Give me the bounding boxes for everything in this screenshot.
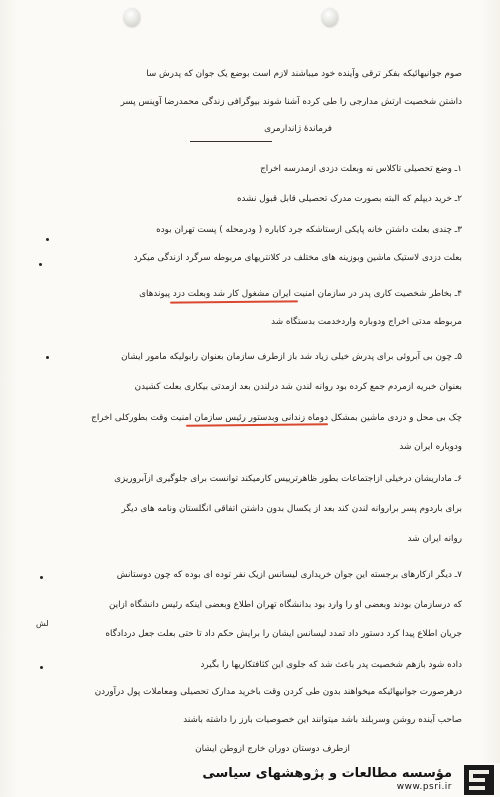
title-underline [190, 141, 272, 142]
document-line: داده شود بازهم شخصیت پدر باعث شد که جلوی این کثافتکاریها را بگیرد [200, 660, 462, 670]
document-line: داشتن شخصیت ارتش مدارجی را طی کرده آشنا شوند بیوگرافی زندگی محمدرضا آوینس پسر [120, 97, 462, 107]
red-underline [186, 423, 328, 426]
document-line: چک بی محل و دزدی ماشین بمشکل دوماه زندانی وبدستور رئیس سازمان امنیت وقت بطورکلی اخراج [91, 413, 462, 423]
document-line: جریان اطلاع پیدا کرد دستور داد تمدد لیسانس ایشان را برایش حکم داد تا حتی بعلت جعل دردادگاه [105, 629, 462, 639]
document-line: ۷ـ دیگر ازکارهای برجسته این جوان خریداری لیسانس ازیک نفر توده ای بوده که چون دوستانش [116, 570, 462, 580]
margin-dot [39, 263, 42, 266]
margin-dot [46, 356, 49, 359]
institute-name: مؤسسه مطالعات و پژوهشهای سیاسی [202, 766, 452, 781]
document-line: بعلت دزدی لاستیک ماشین وبوزینه های مختلف در کلانتریهای مربوطه سرگرد ازندگی میکرد [133, 253, 462, 263]
institute-logo-icon [464, 765, 494, 795]
document-line: که درسازمان بودند وبعضی او را وارد بود بدانشگاه تهران اطلاع وبعضی اینکه رئیس دانشگاه ازاین [108, 600, 462, 610]
margin-dot [40, 666, 43, 669]
document-line: ازطرف دوستان دوران خارج ازوطن ایشان [195, 744, 350, 754]
margin-dot [46, 238, 49, 241]
pin-mark [322, 8, 338, 26]
institute-url: www.psri.ir [396, 782, 452, 792]
document-line: ودوباره ایران شد [399, 442, 462, 452]
margin-note: لش [36, 619, 49, 628]
document-line: ۵ـ چون بی آبروئی برای پدرش خیلی زیاد شد باز ازطرف سازمان بعنوان رابولیکه مامور ایشان [121, 352, 462, 362]
pin-mark [124, 8, 140, 26]
document-line: فرماندهٔ ژاندارمری [264, 124, 332, 134]
document-line: مربوطه مدتی اخراج ودوباره واردخدمت بدستگاه شد [271, 317, 462, 327]
document-line: برای باردوم پسر براروانه لندن کند بعد از یکسال بدون داشتن اتفاقی انگلستان ونامه های دیگر [121, 504, 462, 514]
document-line: درهرصورت جوانیهائیکه میخواهند بدون طی کردن وقت باخرید مدارک تحصیلی ومعاملات پول درآوردن [94, 687, 462, 697]
document-line: بعنوان خبریه ازمردم جمع کرده بود روانه لندن شد درلندن بعد ازمدتی بیکاری بعلت کشیدن [134, 382, 462, 392]
document-line: صوم جوانیهائیکه بفکر ترقی وآینده خود میباشند لازم است بوضع یک جوان که پدرش سا [146, 69, 462, 79]
document-line: صاحب آینده روشن وسربلند باشد میتوانند این خصوصیات بارز را داشته باشند [183, 715, 462, 725]
red-underline [170, 300, 298, 303]
document-line: ۴ـ بخاطر شخصیت کاری پدر در سازمان امنیت ایران مشغول کار شد وبعلت دزد پیوندهای [139, 289, 462, 299]
document-line: ۶ـ ماداریشان درخیلی ازاجتماعات بطور ظاهرترییس کارمیکند توانست برای جلوگیری ازآبروریزی [114, 474, 462, 484]
document-line: روانه ایران شد [407, 534, 462, 544]
document-line: ۳ـ چندی بعلت داشتن خانه پایکی ازستاشکه جرد کاباره ( ودرمحله ) پست تهران بوده [156, 225, 462, 235]
document-line: ۲ـ خرید دیپلم که البته بصورت مدرک تحصیلی قابل قبول نشده [236, 194, 462, 204]
document-line: ۱ـ وضع تحصیلی تاکلاس نه وبعلت دزدی ازمدرسه اخراج [260, 164, 462, 174]
institute-watermark [0, 763, 500, 797]
margin-dot [40, 576, 43, 579]
